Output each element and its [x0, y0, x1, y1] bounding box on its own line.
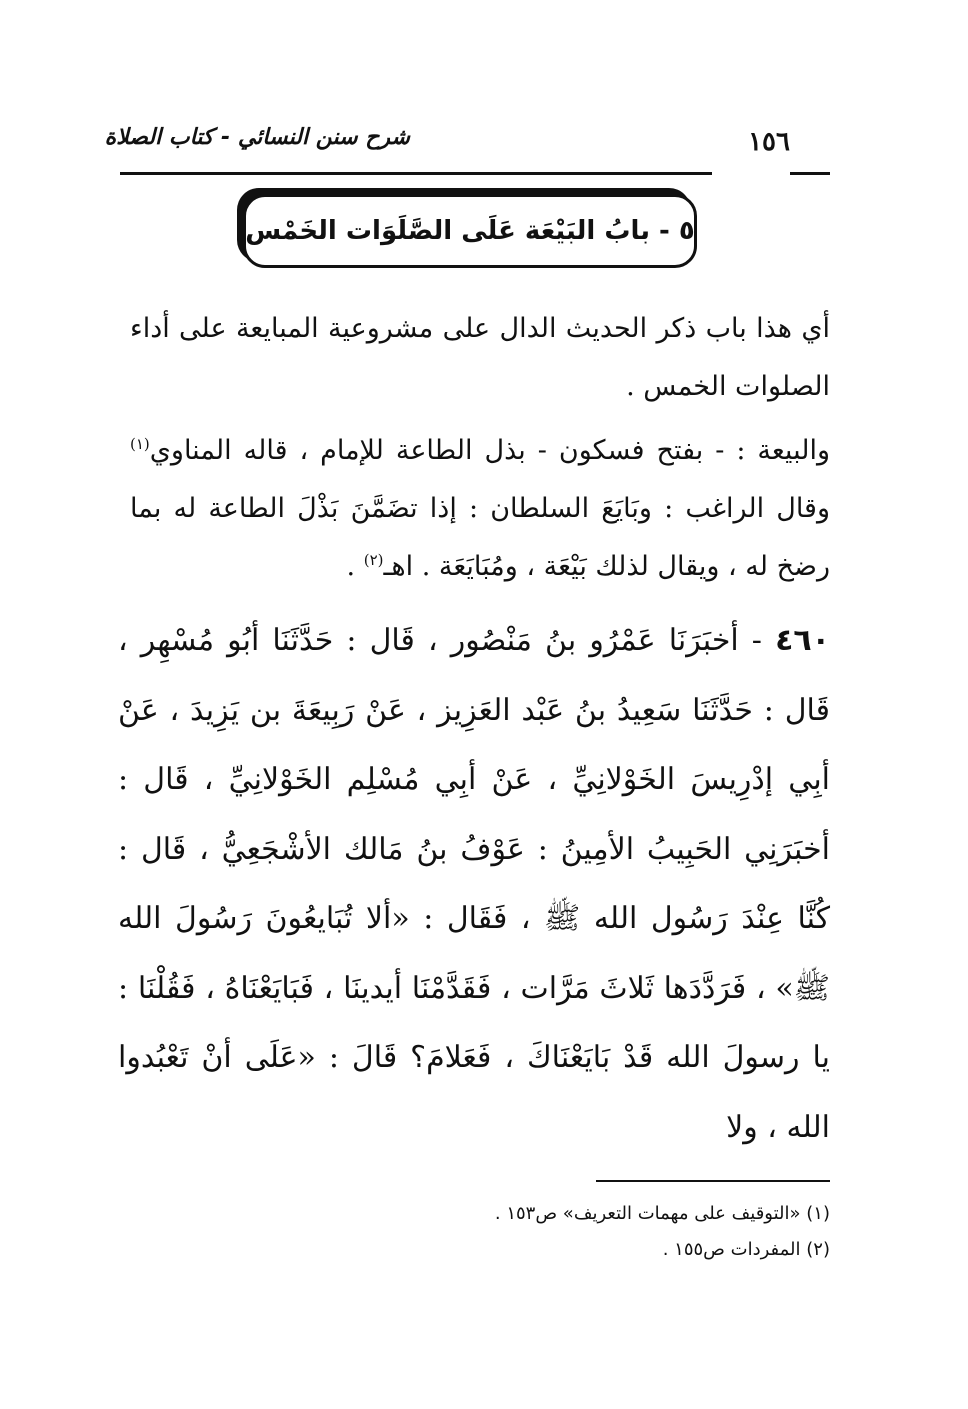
- header-rule-short: [790, 172, 830, 175]
- definition-text-2: وقال الراغب : وبَايَعَ السلطان : إذا تضَمَّنَ بَذْلَ الطاعة له بما رضخ له ، ويقال لذلك بَيْعَة ، ومُبَايَعَة . اهـ: [130, 493, 830, 582]
- footnote-2: (٢) المفردات ص١٥٥ .: [662, 1239, 830, 1260]
- hadith-number: ٤٦٠: [775, 623, 830, 658]
- intro-paragraph: [130, 300, 830, 416]
- definition-paragraph: [130, 422, 830, 596]
- running-title: شرح سنن النسائي - كتاب الصلاة: [104, 125, 410, 150]
- footnote-rule: [596, 1180, 830, 1182]
- hadith-text: - أخبَرَنَا عَمْرُو بنُ مَنْصُور ، قَال : حَدَّثَنَا أبُو مُسْهِر ، قَال : حَدَّثَنَا سَعِيدُ بنُ عَبْد العَزِيز ، عَنْ رَبِيعَةَ بن يَزِيدَ ، عَنْ أبِي إدْرِيسَ الخَوْلانِيِّ ، عَنْ أبِي مُسْلِم الخَوْلانِيِّ ، قَال : أخبَرَنِي الحَبِيبُ الأمِينُ : عَوْفُ بنُ مَالك الأشْجَعِيُّ ، قَال : كُنَّا عِنْدَ رَسُول الله ﷺ ، فَقَال : «ألا تُبَايعُونَ رَسُولَ الله ﷺ» ، فَرَدَّدَها ثَلاثَ مَرَّات ، فَقَدَّمْنَا أيدينَا ، فَبَايَعْنَاهُ ، فَقُلْنَا : يا رسولَ الله قَدْ بَايَعْنَاكَ ، فَعَلامَ؟ قَالَ : «عَلَى أنْ تَعْبُدوا الله ، ولا: [118, 623, 830, 1145]
- chapter-title-frame: [243, 194, 697, 268]
- intro-text: أي هذا باب ذكر الحديث الدال على مشروعية المبايعة على أداء الصلوات الخمس .: [130, 313, 830, 402]
- page-number: ١٥٦: [748, 127, 790, 157]
- hadith-paragraph: [118, 606, 830, 1162]
- definition-text-end: .: [346, 551, 364, 582]
- chapter-title: ٥ - بابُ البَيْعَة عَلَى الصَّلَوَات الخَمْس: [245, 216, 695, 246]
- footnote-1: (١) «التوقيف على مهمات التعريف» ص١٥٣ .: [494, 1203, 830, 1224]
- running-header: [104, 125, 830, 165]
- footnote-ref-1[interactable]: (١): [130, 435, 150, 453]
- footnotes: [130, 1196, 830, 1268]
- footnote-ref-2[interactable]: (٢): [363, 551, 384, 569]
- header-rule: [120, 172, 712, 175]
- definition-text-1: والبيعة : - بفتح فسكون - بذل الطاعة للإمام ، قاله المناوي: [149, 435, 830, 466]
